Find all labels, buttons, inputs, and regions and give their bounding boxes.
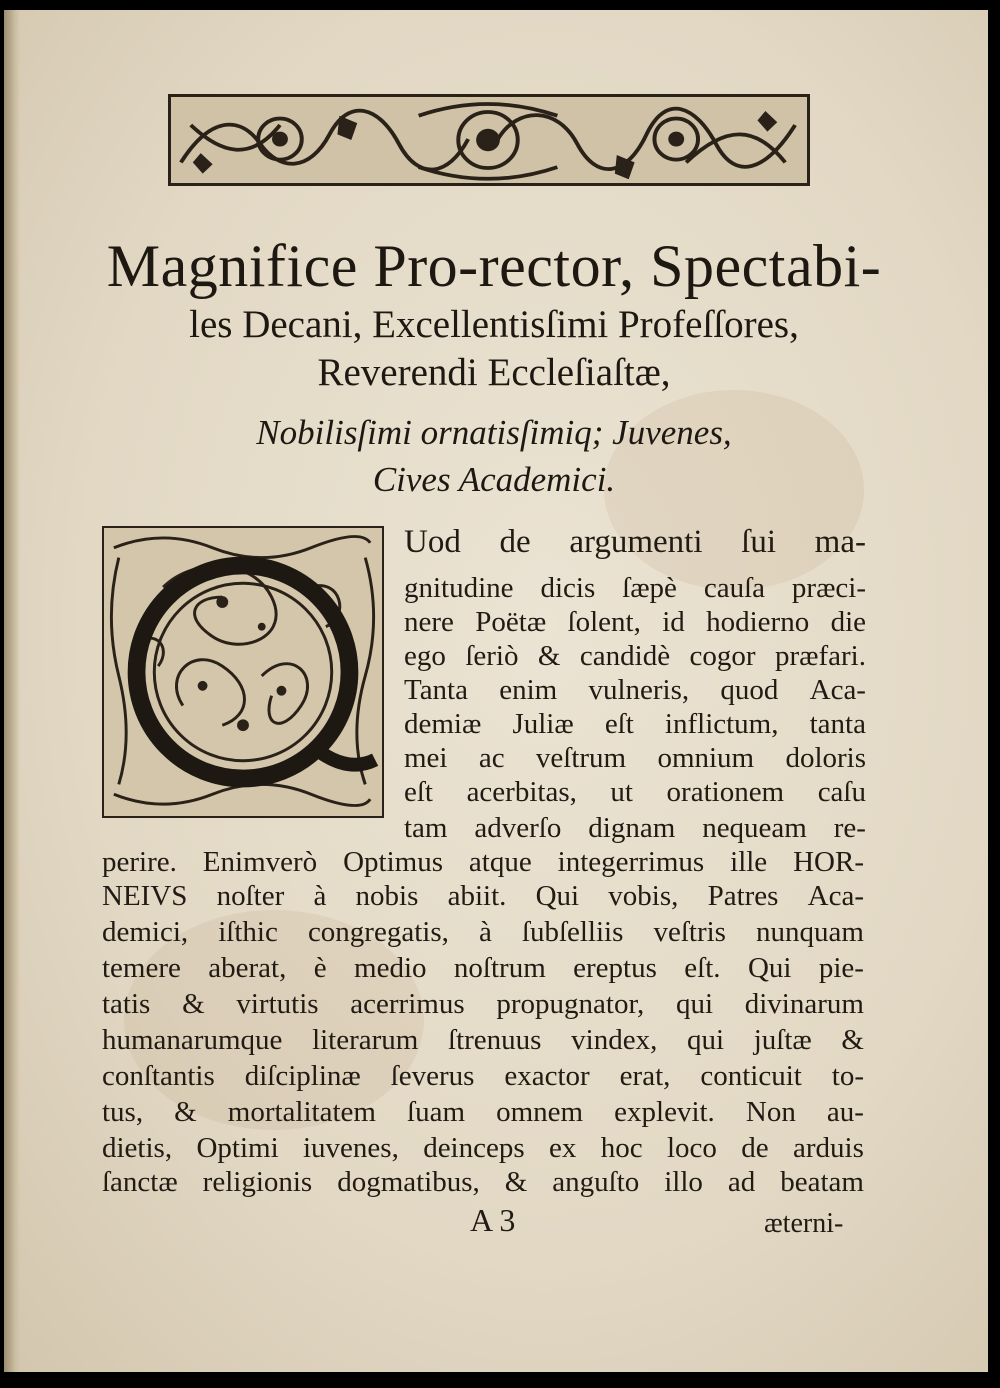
page-spine-shadow [4,10,20,1372]
body-line-1: Uod de argumenti ſui ma- [404,524,866,560]
title-line-3: Reverendi Eccleſiaſtæ, [317,351,671,394]
body-line-2: gnitudine dicis ſæpè cauſa præci- [404,572,866,604]
title-line-1: Magnifice Pro-rector, Spectabi- [106,233,882,299]
body-line-17: tus, & mortalitatem ſuam omnem explevit. Non au- [102,1096,864,1128]
body-line-7: mei ac veſtrum omnium doloris [404,742,866,774]
title-line-2: les Decani, Excellentisſimi Profeſſores, [189,303,799,346]
body-line-16: conſtantis diſciplinæ ſeverus exactor erat, conticuit to- [102,1060,864,1092]
decorated-initial-q [102,526,384,818]
body-line-14: tatis & virtutis acerrimus propugnator, qui divinarum [102,988,864,1020]
body-line-4: ego ſeriò & candidè cogor præfari. [404,640,866,672]
body-line-18: dietis, Optimi iuvenes, deinceps ex hoc loco de arduis [102,1132,864,1164]
body-line-13: temere aberat, è medio noſtrum ereptus eſt. Qui pie- [102,952,864,984]
body-line-10: perire. Enimverò Optimus atque integerrimus ille HOR- [102,846,864,878]
body-line-8: eſt acerbitas, ut orationem caſu [404,776,866,808]
body-line-3: nere Poëtæ ſolent, id hodierno die [404,606,866,638]
book-page [4,10,988,1372]
body-line-6: demiæ Juliæ eſt inflictum, tanta [404,708,866,740]
address-line-2: Cives Academici. [372,460,616,499]
body-line-11: NEIVS noſter à nobis abiit. Qui vobis, Patres Aca- [102,880,864,912]
ornamental-headpiece [168,94,810,186]
body-line-15: humanarumque literarum ſtrenuus vindex, qui juſtæ & [102,1024,864,1056]
body-line-5: Tanta enim vulneris, quod Aca- [404,674,866,706]
body-line-9: tam adverſo dignam nequeam re- [404,812,866,844]
catchword: æterni- [764,1208,844,1239]
body-line-12: demici, iſthic congregatis, à ſubſelliis veſtris nunquam [102,916,864,948]
address-line-1: Nobilisſimi ornatisſimiq; Juvenes, [256,413,732,452]
signature-mark: A 3 [470,1202,516,1238]
body-line-19: ſanctæ religionis dogmatibus, & anguſto illo ad beatam [102,1166,864,1198]
